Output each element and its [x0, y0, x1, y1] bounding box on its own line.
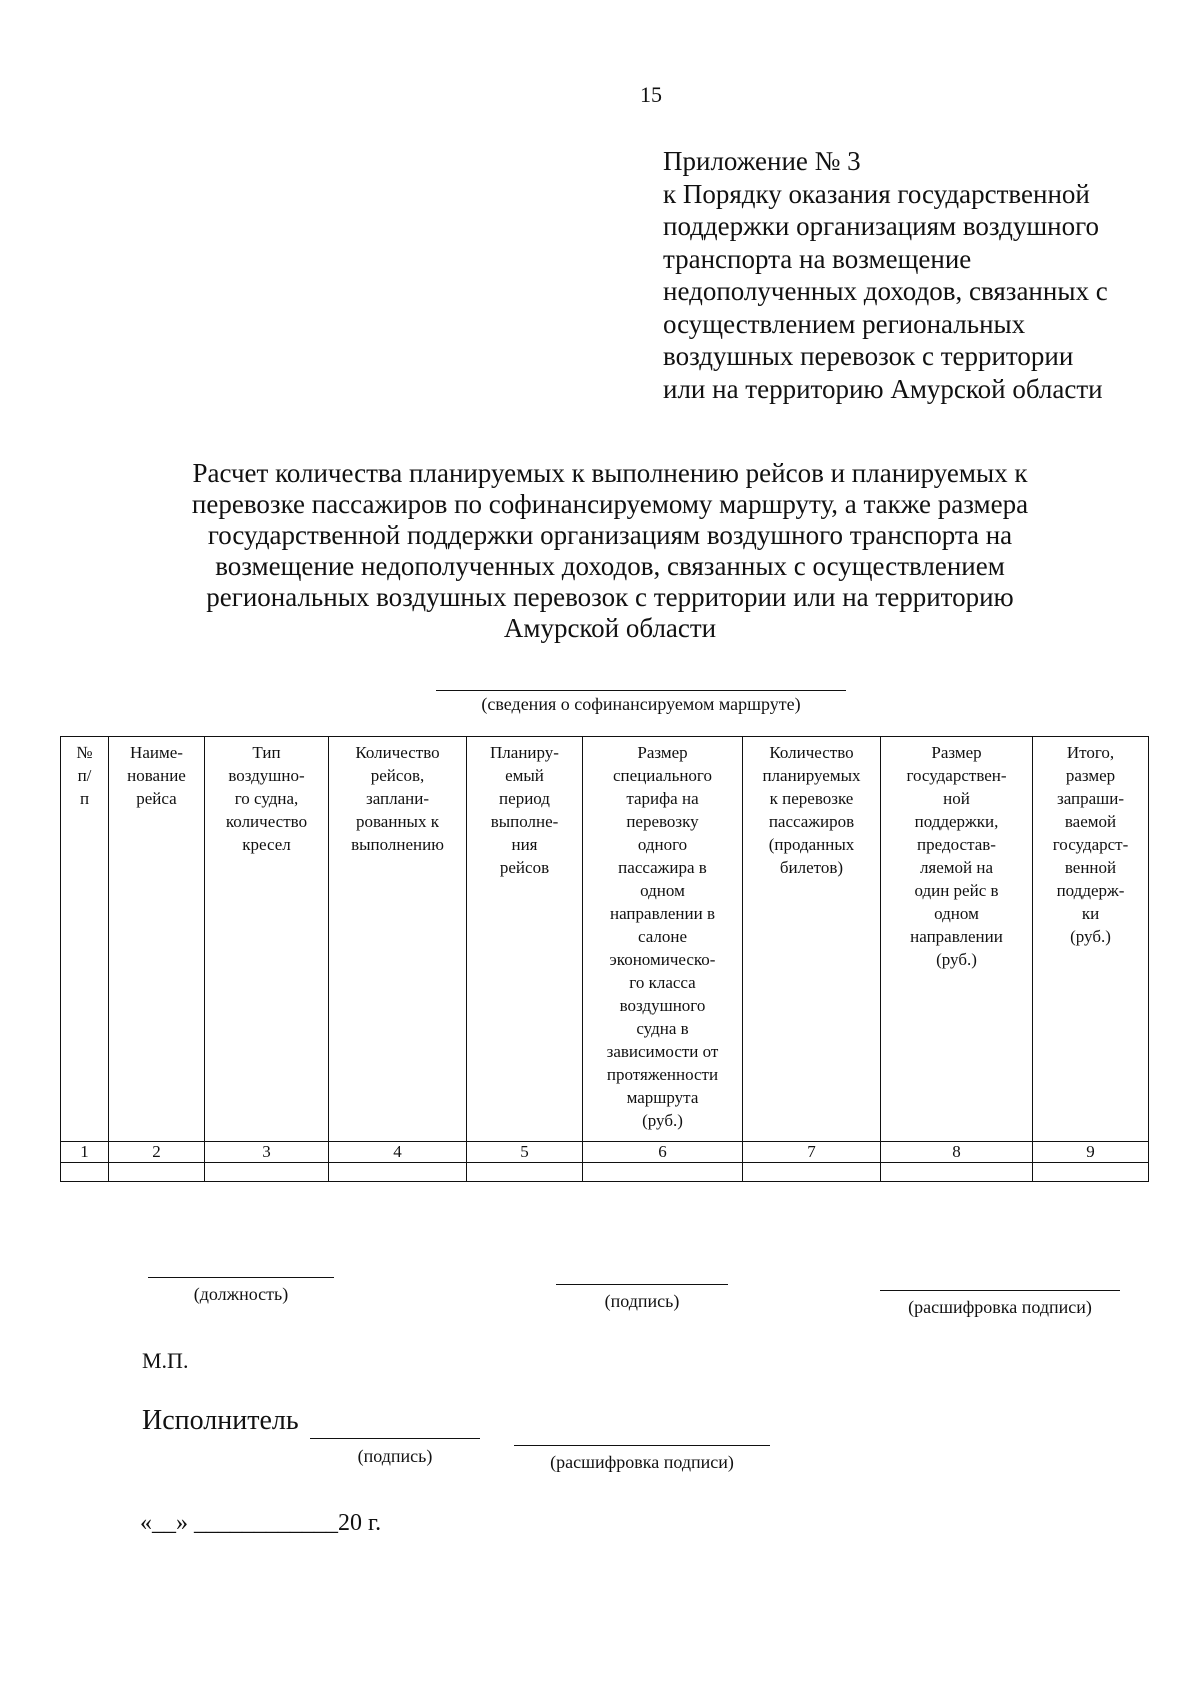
header-text-line: пассажира в [618, 858, 707, 877]
header-text-line: Планиру- [490, 743, 559, 762]
header-text-line: п/ [77, 766, 92, 785]
position-line[interactable] [148, 1277, 334, 1278]
column-number-cell: 7 [743, 1142, 881, 1163]
header-text-line: Размер [931, 743, 982, 762]
executor-decoding-line[interactable] [514, 1445, 770, 1446]
executor-signature-line[interactable] [310, 1438, 480, 1439]
document-title [140, 458, 1080, 644]
executor-label: Исполнитель [142, 1405, 299, 1436]
header-text-line: направлении [910, 927, 1003, 946]
header-text-line: ной [943, 789, 970, 808]
title-line: возмещение недополученных доходов, связанных с осуществлением [215, 551, 1005, 581]
stamp-place: М.П. [142, 1348, 189, 1373]
header-text-line: рейсов, [370, 766, 425, 785]
title-line: Расчет количества планируемых к выполнению рейсов и планируемых к [192, 458, 1028, 488]
header-text-line: один рейс в [914, 881, 999, 900]
appendix-block [663, 145, 1108, 405]
header-text-line: Размер [637, 743, 688, 762]
header-text-line: Количество [355, 743, 440, 762]
header-text-line: кресел [242, 835, 291, 854]
table-header-cell [205, 737, 329, 1142]
header-text-line: рейса [136, 789, 177, 808]
appendix-line: Приложение № 3 [663, 146, 861, 176]
table-header-cell [881, 737, 1033, 1142]
header-text-line: го класса [629, 973, 696, 992]
decoding-caption: (расшифровка подписи) [908, 1297, 1092, 1317]
header-text-line: Наиме- [130, 743, 183, 762]
empty-data-cell[interactable] [205, 1163, 329, 1182]
route-fill-line[interactable] [436, 690, 846, 691]
header-text-line: тарифа на [626, 789, 699, 808]
header-text-line: воздушного [619, 996, 706, 1015]
title-line: региональных воздушных перевозок с территории или на территорию [206, 582, 1014, 612]
empty-data-cell[interactable] [109, 1163, 205, 1182]
header-text-line: рейсов [499, 858, 550, 877]
header-text-line: билетов) [779, 858, 844, 877]
appendix-line: недополученных доходов, связанных с [663, 276, 1108, 306]
header-text-line: государствен- [906, 766, 1007, 785]
header-text-line: предостав- [917, 835, 996, 854]
header-text-line: количество [225, 812, 308, 831]
header-text-line: планируемых [762, 766, 861, 785]
header-text-line: судна в [636, 1019, 689, 1038]
header-text-line: одного [637, 835, 688, 854]
title-line: Амурской области [503, 613, 717, 643]
header-text-line: направлении в [610, 904, 715, 923]
date-field[interactable]: «__» ____________20 г. [140, 1510, 382, 1536]
header-text-line: Тип [252, 743, 281, 762]
header-text-line: (руб.) [642, 1111, 683, 1130]
header-text-line: выполне- [490, 812, 559, 831]
appendix-line: к Порядку оказания государственной [663, 178, 1090, 209]
header-text-line: Итого, [1066, 743, 1115, 762]
header-text-line: протяженности [606, 1065, 719, 1084]
header-text-line: одном [934, 904, 979, 923]
header-text-line: ляемой на [919, 858, 994, 877]
empty-data-cell[interactable] [881, 1163, 1033, 1182]
header-text-line: венной [1064, 858, 1117, 877]
header-text-line: поддержки, [914, 812, 999, 831]
header-text-line: зависимости от [606, 1042, 719, 1061]
header-text-line: воздушно- [228, 766, 305, 785]
appendix-line: или на территорию Амурской области [663, 373, 1103, 404]
appendix-line: осуществлением региональных [663, 308, 1026, 339]
header-text-line: емый [505, 766, 544, 785]
table-header-cell [329, 737, 467, 1142]
empty-data-cell[interactable] [1033, 1163, 1149, 1182]
column-number-cell: 3 [205, 1142, 329, 1163]
title-line: перевозке пассажиров по софинансируемому маршруту, а также размера [191, 489, 1029, 519]
signature-caption: (подпись) [604, 1291, 680, 1311]
header-text-line: ваемой [1064, 812, 1117, 831]
header-text-line: запраши- [1056, 789, 1125, 808]
header-text-line: (проданных [768, 835, 855, 854]
header-text-line: маршрута [626, 1088, 699, 1107]
column-number-cell: 4 [329, 1142, 467, 1163]
table-row [61, 1163, 1149, 1182]
column-number-cell: 6 [583, 1142, 743, 1163]
column-number-row [61, 1142, 1149, 1163]
appendix-line: транспорта на возмещение [663, 243, 972, 274]
header-text-line: экономическо- [609, 950, 716, 969]
executor-decoding-caption: (расшифровка подписи) [550, 1452, 734, 1472]
header-text-line: пассажиров [768, 812, 855, 831]
signature-line[interactable] [556, 1284, 728, 1285]
column-number-cell: 8 [881, 1142, 1033, 1163]
header-text-line: перевозку [626, 812, 699, 831]
header-text-line: (руб.) [936, 950, 977, 969]
table-header-cell [61, 737, 109, 1142]
header-text-line: поддерж- [1056, 881, 1125, 900]
table-header-row [61, 737, 1149, 1142]
column-number-cell: 1 [61, 1142, 109, 1163]
header-text-line: одном [640, 881, 685, 900]
table-header-cell [467, 737, 583, 1142]
header-text-line: п [79, 789, 90, 808]
position-caption: (должность) [193, 1284, 289, 1304]
column-number-cell: 2 [109, 1142, 205, 1163]
header-text-line: рованных к [356, 812, 439, 831]
table-header-cell [109, 737, 205, 1142]
header-text-line: к перевозке [769, 789, 854, 808]
header-text-line: государст- [1052, 835, 1129, 854]
calculation-table [60, 736, 1149, 1182]
table-header-cell [1033, 737, 1149, 1142]
column-number-cell: 9 [1033, 1142, 1149, 1163]
header-text-line: нование [127, 766, 186, 785]
header-text-line: ки [1081, 904, 1100, 923]
title-line: государственной поддержки организациям воздушного транспорта на [207, 520, 1013, 550]
column-number-cell: 5 [467, 1142, 583, 1163]
header-text-line: Количество [769, 743, 854, 762]
empty-data-cell[interactable] [583, 1163, 743, 1182]
header-text-line: го судна, [234, 789, 299, 808]
header-text-line: специального [613, 766, 712, 785]
route-caption: (сведения о софинансируемом маршруте) [481, 694, 801, 714]
appendix-line: воздушных перевозок с территории [663, 341, 1074, 371]
appendix-line: поддержки организациям воздушного [663, 211, 1099, 241]
decoding-line[interactable] [880, 1290, 1120, 1291]
header-text-line: (руб.) [1070, 927, 1111, 946]
empty-data-cell[interactable] [61, 1163, 109, 1182]
header-text-line: период [499, 789, 550, 808]
header-text-line: выполнению [351, 835, 444, 854]
executor-signature-caption: (подпись) [357, 1446, 433, 1466]
header-text-line: салоне [637, 927, 688, 946]
header-text-line: ния [511, 835, 538, 854]
table-header-cell [583, 737, 743, 1142]
page-number: 15 [640, 82, 662, 107]
header-text-line: размер [1065, 766, 1116, 785]
table-header-cell [743, 737, 881, 1142]
empty-data-cell[interactable] [467, 1163, 583, 1182]
header-text-line: № [76, 743, 93, 762]
header-text-line: заплани- [365, 789, 430, 808]
empty-data-cell[interactable] [743, 1163, 881, 1182]
empty-data-cell[interactable] [329, 1163, 467, 1182]
